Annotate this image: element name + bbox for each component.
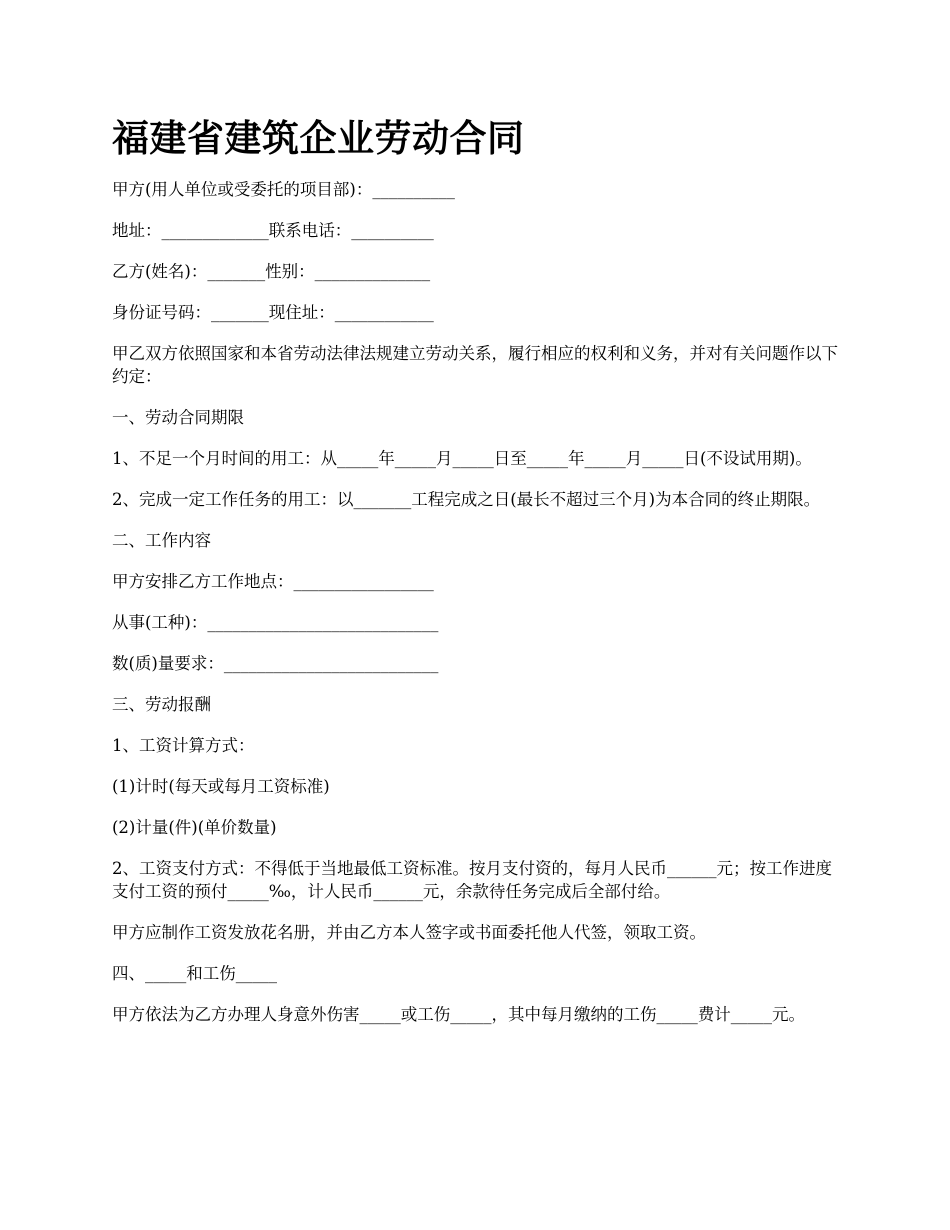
pay-method-clause: 2、工资支付方式：不得低于当地最低工资标准。按月支付资的，每月人民币______元；按工作进度支付工资的预付_____‰，计人民币______元，余款待任务完成后全部付给。 [112,859,832,901]
section-heading-work: 二、工作内容 [112,531,211,550]
term-clause-1: 1、不足一个月时间的用工：从_____年_____月_____日至_____年_____月_____日(不设试用期)。 [112,449,812,468]
party-b-line: 乙方(姓名)：_______性别：______________ [112,262,431,281]
document-title: 福建省建筑企业劳动合同 [112,116,525,160]
address-phone-line: 地址：_____________联系电话：__________ [112,221,434,240]
work-location-line: 甲方安排乙方工作地点：_________________ [112,572,434,591]
document-page [112,112,840,1044]
quality-requirement-line: 数(质)量要求：__________________________ [112,654,439,673]
preamble-paragraph: 甲乙双方依照国家和本省劳动法律法规建立劳动关系，履行相应的权利和义务，并对有关问题作以下约定： [112,344,838,386]
section-heading-insurance: 四、_____和工伤_____ [112,964,277,983]
term-clause-2: 2、完成一定工作任务的用工：以_______工程完成之日(最长不超过三个月)为本合同的终止期限。 [112,490,821,509]
pay-calc-option-1: (1)计时(每天或每月工资标准) [112,777,330,796]
section-heading-pay: 三、劳动报酬 [112,695,211,714]
party-a-line: 甲方(用人单位或受委托的项目部)：__________ [112,180,455,199]
section-heading-term: 一、劳动合同期限 [112,408,244,427]
id-address-line: 身份证号码：_______现住址：____________ [112,303,434,322]
insurance-clause: 甲方依法为乙方办理人身意外伤害_____或工伤_____，其中每月缴纳的工伤_____费计_____元。 [112,1005,805,1024]
payroll-roster-clause: 甲方应制作工资发放花名册，并由乙方本人签字或书面委托他人代签，领取工资。 [112,923,706,942]
pay-calc-option-2: (2)计量(件)(单价数量) [112,818,277,837]
pay-calc-heading: 1、工资计算方式： [112,736,255,755]
work-type-line: 从事(工种)：____________________________ [112,613,439,632]
